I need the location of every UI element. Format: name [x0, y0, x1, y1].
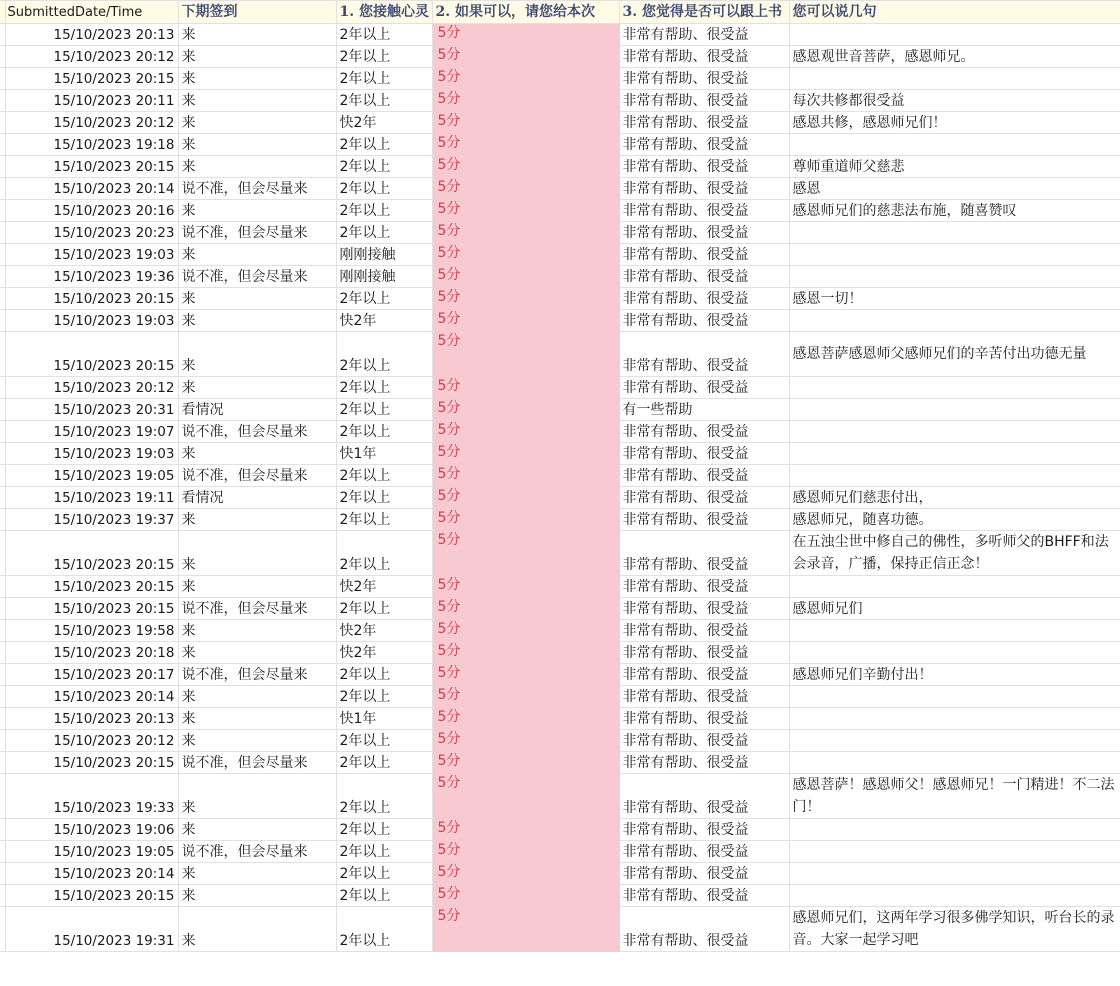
cell-question-1[interactable]: 2年以上	[336, 332, 432, 377]
cell-question-4-comment[interactable]	[789, 730, 1120, 752]
cell-question-2-score[interactable]: 5分	[432, 112, 619, 134]
cell-question-1[interactable]: 2年以上	[336, 377, 432, 399]
cell-question-1[interactable]: 2年以上	[336, 531, 432, 576]
table-row	[0, 907, 1120, 952]
cell-question-4-comment[interactable]	[789, 266, 1120, 288]
cell-question-2-score[interactable]: 5分	[432, 443, 619, 465]
cell-question-1[interactable]: 2年以上	[336, 885, 432, 907]
cell-question-4-comment[interactable]: 感恩师兄们，这两年学习很多佛学知识，听台长的录音。大家一起学习吧	[789, 907, 1120, 952]
cell-question-1[interactable]: 快1年	[336, 708, 432, 730]
table-row	[0, 841, 1120, 863]
cell-question-1[interactable]: 2年以上	[336, 24, 432, 46]
cell-submitted-date[interactable]: 15/10/2023 20:14	[5, 178, 178, 200]
cell-submitted-date[interactable]: 15/10/2023 19:05	[5, 465, 178, 487]
table-row	[0, 598, 1120, 620]
cell-next-signin[interactable]: 来	[178, 686, 336, 708]
cell-question-2-score[interactable]: 5分	[432, 863, 619, 885]
table-row	[0, 531, 1120, 576]
cell-submitted-date[interactable]: 15/10/2023 20:18	[5, 642, 178, 664]
cell-next-signin[interactable]: 来	[178, 112, 336, 134]
cell-next-signin[interactable]: 来	[178, 819, 336, 841]
cell-question-3[interactable]: 非常有帮助、很受益	[619, 885, 789, 907]
cell-question-4-comment[interactable]	[789, 863, 1120, 885]
cell-next-signin[interactable]: 来	[178, 310, 336, 332]
cell-submitted-date[interactable]: 15/10/2023 19:31	[5, 907, 178, 952]
cell-question-2-score[interactable]: 5分	[432, 708, 619, 730]
cell-question-2-score[interactable]: 5分	[432, 156, 619, 178]
cell-next-signin[interactable]: 来	[178, 134, 336, 156]
cell-question-3[interactable]: 非常有帮助、很受益	[619, 841, 789, 863]
cell-question-3[interactable]: 非常有帮助、很受益	[619, 752, 789, 774]
cell-question-3[interactable]: 非常有帮助、很受益	[619, 46, 789, 68]
cell-submitted-date[interactable]: 15/10/2023 20:15	[5, 752, 178, 774]
cell-question-4-comment[interactable]	[789, 244, 1120, 266]
cell-next-signin[interactable]: 来	[178, 642, 336, 664]
cell-next-signin[interactable]: 来	[178, 620, 336, 642]
cell-question-4-comment[interactable]	[789, 134, 1120, 156]
cell-question-1[interactable]: 2年以上	[336, 863, 432, 885]
cell-next-signin[interactable]: 说不准，但会尽量来	[178, 598, 336, 620]
cell-submitted-date[interactable]: 15/10/2023 19:03	[5, 310, 178, 332]
cell-question-4-comment[interactable]	[789, 443, 1120, 465]
cell-submitted-date[interactable]: 15/10/2023 20:15	[5, 156, 178, 178]
cell-question-2-score[interactable]: 5分	[432, 222, 619, 244]
cell-submitted-date[interactable]: 15/10/2023 20:13	[5, 708, 178, 730]
table-row	[0, 863, 1120, 885]
cell-question-1[interactable]: 2年以上	[336, 200, 432, 222]
cell-question-4-comment[interactable]: 感恩师兄，随喜功德。	[789, 509, 1120, 531]
cell-question-2-score[interactable]: 5分	[432, 686, 619, 708]
cell-next-signin[interactable]: 说不准，但会尽量来	[178, 664, 336, 686]
cell-question-4-comment[interactable]: 感恩菩萨感恩师父感师兄们的辛苦付出功德无量	[789, 332, 1120, 377]
cell-next-signin[interactable]: 来	[178, 863, 336, 885]
header-next-signin[interactable]: 下期签到	[178, 1, 336, 24]
cell-question-3[interactable]: 非常有帮助、很受益	[619, 907, 789, 952]
cell-question-2-score[interactable]: 5分	[432, 841, 619, 863]
table-row	[0, 752, 1120, 774]
table-row	[0, 377, 1120, 399]
cell-next-signin[interactable]: 来	[178, 576, 336, 598]
cell-question-1[interactable]: 2年以上	[336, 156, 432, 178]
cell-submitted-date[interactable]: 15/10/2023 20:14	[5, 863, 178, 885]
table-row	[0, 443, 1120, 465]
cell-question-1[interactable]: 2年以上	[336, 487, 432, 509]
cell-question-2-score[interactable]: 5分	[432, 244, 619, 266]
cell-question-1[interactable]: 2年以上	[336, 752, 432, 774]
cell-question-1[interactable]: 2年以上	[336, 841, 432, 863]
cell-submitted-date[interactable]: 15/10/2023 20:12	[5, 46, 178, 68]
cell-question-4-comment[interactable]	[789, 24, 1120, 46]
cell-next-signin[interactable]: 来	[178, 200, 336, 222]
cell-submitted-date[interactable]: 15/10/2023 20:12	[5, 730, 178, 752]
cell-question-3[interactable]: 非常有帮助、很受益	[619, 708, 789, 730]
cell-submitted-date[interactable]: 15/10/2023 20:16	[5, 200, 178, 222]
cell-question-4-comment[interactable]: 感恩观世音菩萨，感恩师兄。	[789, 46, 1120, 68]
table-row	[0, 134, 1120, 156]
cell-question-1[interactable]: 快2年	[336, 642, 432, 664]
cell-submitted-date[interactable]: 15/10/2023 19:06	[5, 819, 178, 841]
cell-question-3[interactable]: 非常有帮助、很受益	[619, 620, 789, 642]
cell-question-4-comment[interactable]	[789, 222, 1120, 244]
cell-question-1[interactable]: 快2年	[336, 112, 432, 134]
header-question-2[interactable]: 2. 如果可以，请您给本次	[432, 1, 619, 24]
cell-next-signin[interactable]: 来	[178, 24, 336, 46]
cell-question-4-comment[interactable]: 每次共修都很受益	[789, 90, 1120, 112]
cell-question-1[interactable]: 快2年	[336, 310, 432, 332]
cell-question-4-comment[interactable]	[789, 310, 1120, 332]
cell-next-signin[interactable]: 来	[178, 156, 336, 178]
cell-submitted-date[interactable]: 15/10/2023 19:18	[5, 134, 178, 156]
table-row	[0, 465, 1120, 487]
cell-question-3[interactable]: 非常有帮助、很受益	[619, 310, 789, 332]
cell-question-3[interactable]: 非常有帮助、很受益	[619, 24, 789, 46]
cell-question-1[interactable]: 2年以上	[336, 68, 432, 90]
cell-question-3[interactable]: 非常有帮助、很受益	[619, 686, 789, 708]
header-question-4[interactable]: 您可以说几句	[789, 1, 1120, 24]
table-row	[0, 642, 1120, 664]
cell-next-signin[interactable]: 说不准，但会尽量来	[178, 465, 336, 487]
cell-question-2-score[interactable]: 5分	[432, 509, 619, 531]
table-row	[0, 332, 1120, 377]
cell-next-signin[interactable]: 来	[178, 531, 336, 576]
table-row	[0, 200, 1120, 222]
cell-next-signin[interactable]: 看情况	[178, 487, 336, 509]
table-row	[0, 266, 1120, 288]
cell-question-2-score[interactable]: 5分	[432, 576, 619, 598]
cell-question-2-score[interactable]: 5分	[432, 620, 619, 642]
table-row	[0, 819, 1120, 841]
cell-next-signin[interactable]: 来	[178, 68, 336, 90]
cell-next-signin[interactable]: 来	[178, 708, 336, 730]
cell-question-4-comment[interactable]	[789, 885, 1120, 907]
cell-question-3[interactable]: 非常有帮助、很受益	[619, 774, 789, 819]
cell-question-2-score[interactable]: 5分	[432, 598, 619, 620]
cell-submitted-date[interactable]: 15/10/2023 19:37	[5, 509, 178, 531]
cell-question-1[interactable]: 2年以上	[336, 730, 432, 752]
cell-next-signin[interactable]: 说不准，但会尽量来	[178, 178, 336, 200]
cell-question-3[interactable]: 非常有帮助、很受益	[619, 598, 789, 620]
cell-question-2-score[interactable]: 5分	[432, 68, 619, 90]
cell-next-signin[interactable]: 来	[178, 774, 336, 819]
cell-question-2-score[interactable]: 5分	[432, 24, 619, 46]
cell-question-4-comment[interactable]: 感恩一切！	[789, 288, 1120, 310]
cell-question-2-score[interactable]: 5分	[432, 885, 619, 907]
cell-submitted-date[interactable]: 15/10/2023 20:17	[5, 664, 178, 686]
cell-question-3[interactable]: 非常有帮助、很受益	[619, 332, 789, 377]
cell-question-4-comment[interactable]: 尊师重道师父慈悲	[789, 156, 1120, 178]
cell-next-signin[interactable]: 说不准，但会尽量来	[178, 222, 336, 244]
cell-next-signin[interactable]: 来	[178, 90, 336, 112]
cell-question-1[interactable]: 快2年	[336, 576, 432, 598]
cell-question-4-comment[interactable]	[789, 708, 1120, 730]
cell-next-signin[interactable]: 来	[178, 885, 336, 907]
cell-question-3[interactable]: 非常有帮助、很受益	[619, 68, 789, 90]
cell-question-2-score[interactable]: 5分	[432, 178, 619, 200]
cell-question-3[interactable]: 非常有帮助、很受益	[619, 288, 789, 310]
table-row	[0, 774, 1120, 819]
cell-submitted-date[interactable]: 15/10/2023 20:11	[5, 90, 178, 112]
cell-submitted-date[interactable]: 15/10/2023 19:03	[5, 443, 178, 465]
table-row	[0, 310, 1120, 332]
cell-question-2-score[interactable]: 5分	[432, 46, 619, 68]
cell-question-3[interactable]: 非常有帮助、很受益	[619, 112, 789, 134]
cell-question-3[interactable]: 非常有帮助、很受益	[619, 134, 789, 156]
cell-question-2-score[interactable]: 5分	[432, 200, 619, 222]
cell-question-3[interactable]: 非常有帮助、很受益	[619, 156, 789, 178]
cell-submitted-date[interactable]: 15/10/2023 20:15	[5, 68, 178, 90]
cell-question-3[interactable]: 非常有帮助、很受益	[619, 244, 789, 266]
cell-question-1[interactable]: 2年以上	[336, 288, 432, 310]
table-row	[0, 112, 1120, 134]
cell-question-1[interactable]: 刚刚接触	[336, 266, 432, 288]
cell-question-1[interactable]: 2年以上	[336, 664, 432, 686]
cell-submitted-date[interactable]: 15/10/2023 20:15	[5, 531, 178, 576]
cell-next-signin[interactable]: 来	[178, 377, 336, 399]
cell-question-3[interactable]: 非常有帮助、很受益	[619, 222, 789, 244]
cell-question-3[interactable]: 非常有帮助、很受益	[619, 200, 789, 222]
cell-question-1[interactable]: 2年以上	[336, 90, 432, 112]
cell-question-3[interactable]: 非常有帮助、很受益	[619, 509, 789, 531]
cell-question-1[interactable]: 2年以上	[336, 509, 432, 531]
table-row	[0, 509, 1120, 531]
cell-question-4-comment[interactable]	[789, 68, 1120, 90]
cell-question-2-score[interactable]: 5分	[432, 642, 619, 664]
cell-submitted-date[interactable]: 15/10/2023 20:12	[5, 112, 178, 134]
cell-question-3[interactable]: 非常有帮助、很受益	[619, 178, 789, 200]
cell-question-1[interactable]: 2年以上	[336, 774, 432, 819]
cell-question-2-score[interactable]: 5分	[432, 310, 619, 332]
cell-question-4-comment[interactable]: 感恩共修，感恩师兄们！	[789, 112, 1120, 134]
cell-submitted-date[interactable]: 15/10/2023 20:15	[5, 885, 178, 907]
cell-next-signin[interactable]: 看情况	[178, 399, 336, 421]
table-row	[0, 620, 1120, 642]
cell-next-signin[interactable]: 来	[178, 907, 336, 952]
cell-question-4-comment[interactable]	[789, 399, 1120, 421]
cell-next-signin[interactable]: 来	[178, 509, 336, 531]
cell-question-2-score[interactable]: 5分	[432, 752, 619, 774]
table-row	[0, 46, 1120, 68]
cell-question-4-comment[interactable]	[789, 465, 1120, 487]
cell-question-1[interactable]: 2年以上	[336, 178, 432, 200]
cell-question-2-score[interactable]: 5分	[432, 531, 619, 576]
cell-question-3[interactable]: 非常有帮助、很受益	[619, 576, 789, 598]
cell-question-4-comment[interactable]	[789, 841, 1120, 863]
cell-question-1[interactable]: 刚刚接触	[336, 244, 432, 266]
cell-question-4-comment[interactable]: 感恩师兄们	[789, 598, 1120, 620]
cell-question-2-score[interactable]: 5分	[432, 332, 619, 377]
cell-question-3[interactable]: 非常有帮助、很受益	[619, 443, 789, 465]
cell-submitted-date[interactable]: 15/10/2023 20:15	[5, 332, 178, 377]
cell-question-1[interactable]: 2年以上	[336, 421, 432, 443]
cell-question-2-score[interactable]: 5分	[432, 399, 619, 421]
cell-question-1[interactable]: 2年以上	[336, 819, 432, 841]
table-row	[0, 664, 1120, 686]
cell-next-signin[interactable]: 说不准，但会尽量来	[178, 841, 336, 863]
table-row	[0, 708, 1120, 730]
cell-question-4-comment[interactable]: 感恩	[789, 178, 1120, 200]
cell-question-3[interactable]: 非常有帮助、很受益	[619, 642, 789, 664]
table-row	[0, 222, 1120, 244]
cell-question-3[interactable]: 非常有帮助、很受益	[619, 90, 789, 112]
cell-question-4-comment[interactable]	[789, 819, 1120, 841]
cell-submitted-date[interactable]: 15/10/2023 19:36	[5, 266, 178, 288]
cell-question-2-score[interactable]: 5分	[432, 421, 619, 443]
cell-submitted-date[interactable]: 15/10/2023 20:15	[5, 598, 178, 620]
cell-question-2-score[interactable]: 5分	[432, 907, 619, 952]
cell-next-signin[interactable]: 来	[178, 730, 336, 752]
cell-question-4-comment[interactable]: 感恩师兄们慈悲付出，	[789, 487, 1120, 509]
cell-question-4-comment[interactable]	[789, 576, 1120, 598]
cell-submitted-date[interactable]: 15/10/2023 20:13	[5, 24, 178, 46]
cell-question-4-comment[interactable]	[789, 377, 1120, 399]
cell-submitted-date[interactable]: 15/10/2023 19:11	[5, 487, 178, 509]
header-submitted-date[interactable]: SubmittedDate/Time	[5, 1, 178, 24]
cell-question-1[interactable]: 快2年	[336, 620, 432, 642]
cell-question-1[interactable]: 2年以上	[336, 134, 432, 156]
cell-question-1[interactable]: 2年以上	[336, 222, 432, 244]
cell-question-2-score[interactable]: 5分	[432, 377, 619, 399]
cell-question-1[interactable]: 2年以上	[336, 46, 432, 68]
cell-question-2-score[interactable]: 5分	[432, 730, 619, 752]
cell-question-4-comment[interactable]: 感恩菩萨！感恩师父！感恩师兄！一门精进！不二法门！	[789, 774, 1120, 819]
header-question-3[interactable]: 3. 您觉得是否可以跟上书	[619, 1, 789, 24]
table-row	[0, 399, 1120, 421]
cell-submitted-date[interactable]: 15/10/2023 20:12	[5, 377, 178, 399]
table-row	[0, 421, 1120, 443]
cell-question-4-comment[interactable]: 感恩师兄们的慈悲法布施，随喜赞叹	[789, 200, 1120, 222]
cell-submitted-date[interactable]: 15/10/2023 20:14	[5, 686, 178, 708]
table-row	[0, 686, 1120, 708]
cell-question-3[interactable]: 非常有帮助、很受益	[619, 819, 789, 841]
cell-question-1[interactable]: 2年以上	[336, 465, 432, 487]
cell-question-2-score[interactable]: 5分	[432, 819, 619, 841]
table-row	[0, 156, 1120, 178]
table-row	[0, 288, 1120, 310]
cell-question-3[interactable]: 非常有帮助、很受益	[619, 266, 789, 288]
cell-submitted-date[interactable]: 15/10/2023 19:58	[5, 620, 178, 642]
cell-question-4-comment[interactable]	[789, 421, 1120, 443]
cell-next-signin[interactable]: 说不准，但会尽量来	[178, 421, 336, 443]
table-row	[0, 178, 1120, 200]
cell-question-2-score[interactable]: 5分	[432, 90, 619, 112]
cell-question-3[interactable]: 非常有帮助、很受益	[619, 664, 789, 686]
header-row	[0, 1, 1120, 24]
cell-next-signin[interactable]: 来	[178, 443, 336, 465]
table-row	[0, 885, 1120, 907]
cell-next-signin[interactable]: 来	[178, 46, 336, 68]
header-question-1[interactable]: 1. 您接触心灵	[336, 1, 432, 24]
cell-question-4-comment[interactable]	[789, 620, 1120, 642]
cell-next-signin[interactable]: 来	[178, 244, 336, 266]
cell-question-2-score[interactable]: 5分	[432, 134, 619, 156]
cell-question-1[interactable]: 2年以上	[336, 686, 432, 708]
cell-question-4-comment[interactable]: 感恩师兄们辛勤付出！	[789, 664, 1120, 686]
cell-submitted-date[interactable]: 15/10/2023 19:05	[5, 841, 178, 863]
cell-question-3[interactable]: 非常有帮助、很受益	[619, 421, 789, 443]
table-row	[0, 487, 1120, 509]
cell-question-2-score[interactable]: 5分	[432, 774, 619, 819]
cell-submitted-date[interactable]: 15/10/2023 20:31	[5, 399, 178, 421]
cell-question-4-comment[interactable]	[789, 752, 1120, 774]
cell-submitted-date[interactable]: 15/10/2023 19:03	[5, 244, 178, 266]
cell-question-3[interactable]: 非常有帮助、很受益	[619, 487, 789, 509]
table-row	[0, 244, 1120, 266]
cell-next-signin[interactable]: 说不准，但会尽量来	[178, 752, 336, 774]
cell-question-4-comment[interactable]	[789, 642, 1120, 664]
cell-question-3[interactable]: 非常有帮助、很受益	[619, 863, 789, 885]
cell-question-4-comment[interactable]	[789, 686, 1120, 708]
cell-question-4-comment[interactable]: 在五浊尘世中修自己的佛性，多听师父的BHFF和法会录音，广播，保持正信正念！	[789, 531, 1120, 576]
cell-submitted-date[interactable]: 15/10/2023 19:07	[5, 421, 178, 443]
table-row	[0, 24, 1120, 46]
cell-question-3[interactable]: 有一些帮助	[619, 399, 789, 421]
cell-question-3[interactable]: 非常有帮助、很受益	[619, 377, 789, 399]
cell-question-1[interactable]: 2年以上	[336, 907, 432, 952]
table-row	[0, 730, 1120, 752]
cell-question-1[interactable]: 快1年	[336, 443, 432, 465]
cell-question-2-score[interactable]: 5分	[432, 465, 619, 487]
cell-next-signin[interactable]: 来	[178, 332, 336, 377]
cell-question-3[interactable]: 非常有帮助、很受益	[619, 465, 789, 487]
cell-question-3[interactable]: 非常有帮助、很受益	[619, 730, 789, 752]
table-row	[0, 576, 1120, 598]
cell-question-1[interactable]: 2年以上	[336, 598, 432, 620]
cell-question-2-score[interactable]: 5分	[432, 266, 619, 288]
cell-submitted-date[interactable]: 15/10/2023 20:15	[5, 576, 178, 598]
cell-submitted-date[interactable]: 15/10/2023 20:15	[5, 288, 178, 310]
table-body	[0, 24, 1120, 952]
cell-question-2-score[interactable]: 5分	[432, 288, 619, 310]
table-row	[0, 68, 1120, 90]
cell-question-3[interactable]: 非常有帮助、很受益	[619, 531, 789, 576]
cell-submitted-date[interactable]: 15/10/2023 19:33	[5, 774, 178, 819]
cell-question-2-score[interactable]: 5分	[432, 487, 619, 509]
cell-next-signin[interactable]: 来	[178, 288, 336, 310]
cell-question-2-score[interactable]: 5分	[432, 664, 619, 686]
table-row	[0, 90, 1120, 112]
cell-next-signin[interactable]: 说不准，但会尽量来	[178, 266, 336, 288]
cell-question-1[interactable]: 2年以上	[336, 399, 432, 421]
cell-submitted-date[interactable]: 15/10/2023 20:23	[5, 222, 178, 244]
